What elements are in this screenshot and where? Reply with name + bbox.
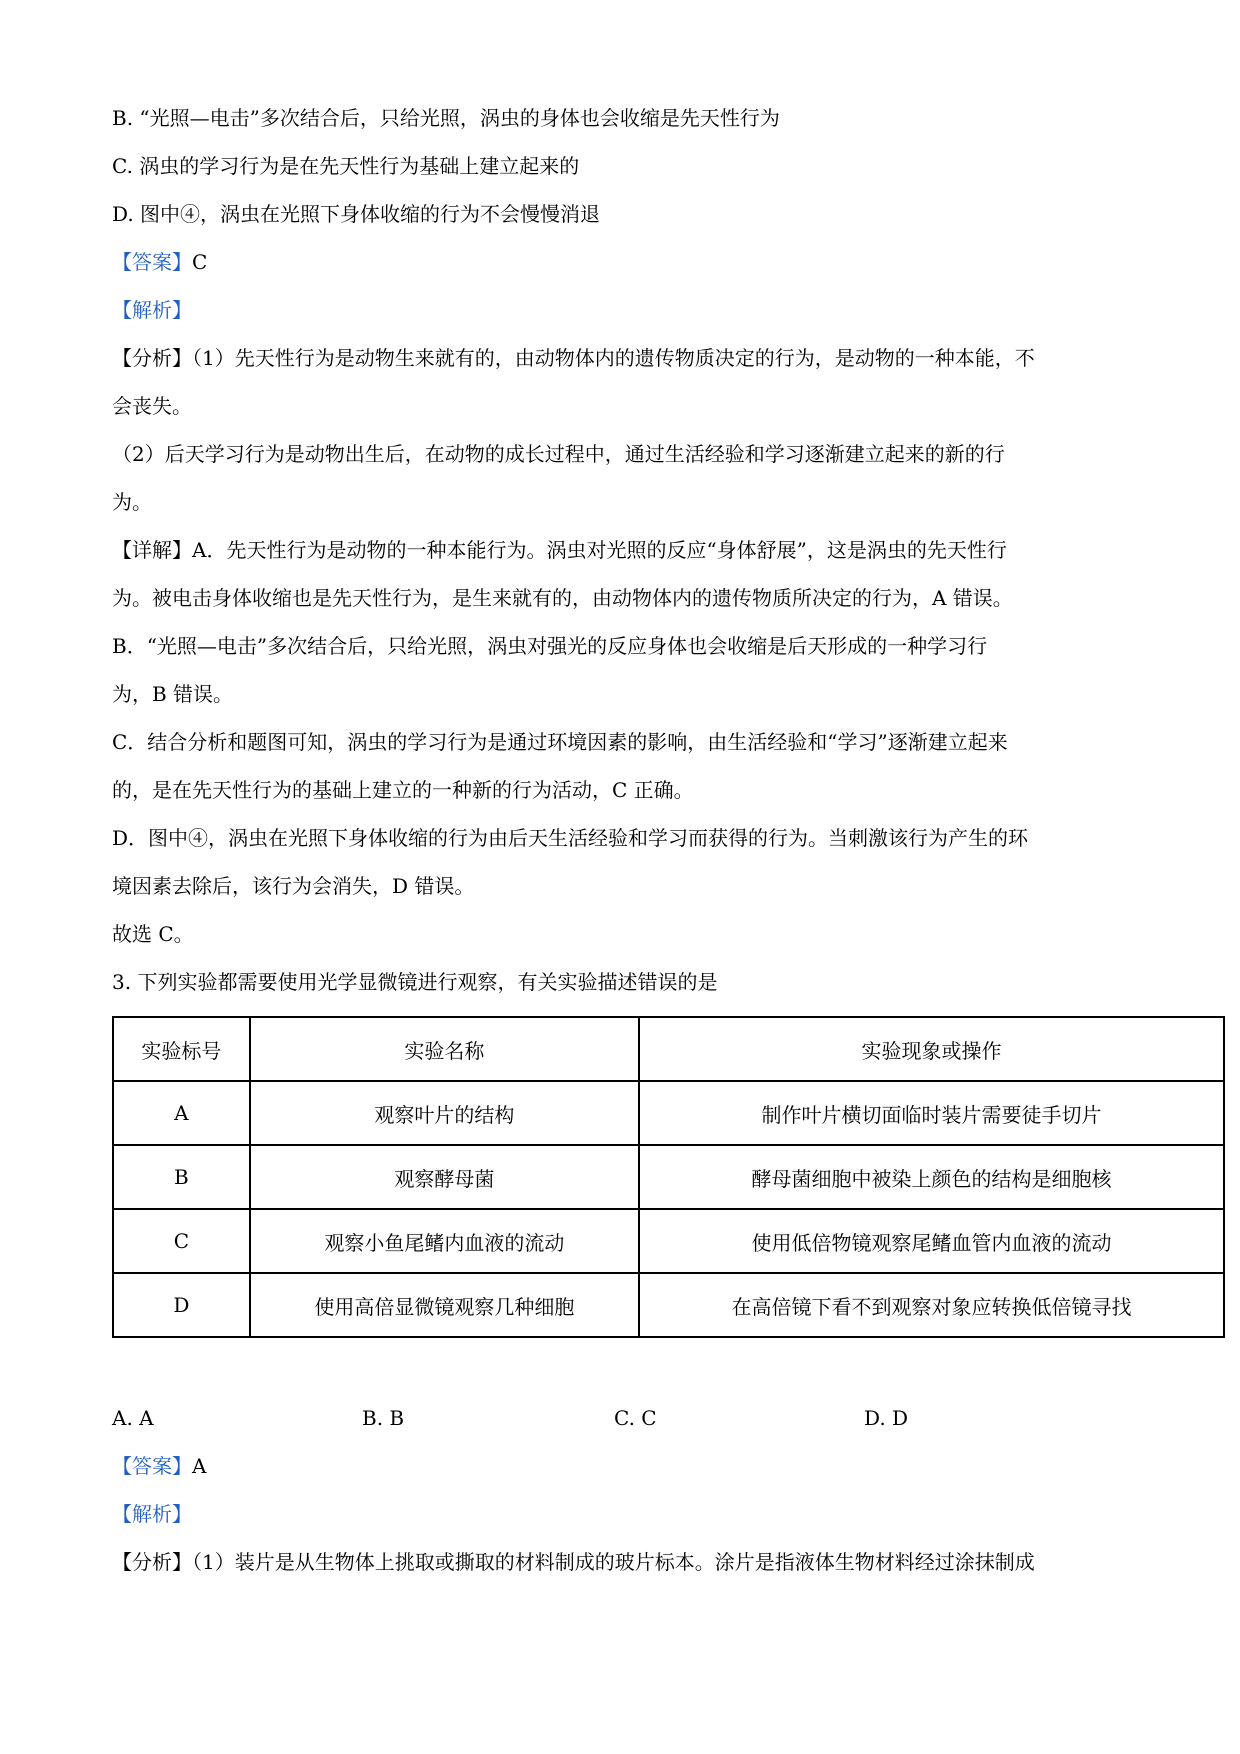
table-cell: 制作叶片横切面临时装片需要徒手切片 bbox=[639, 1081, 1224, 1145]
q2-xiangjie-d-2: 境因素去除后，该行为会消失，D 错误。 bbox=[112, 874, 475, 898]
q2-xiangjie-c-2: 的，是在先天性行为的基础上建立的一种新的行为活动，C 正确。 bbox=[112, 778, 694, 802]
table-row bbox=[113, 1081, 1224, 1145]
table-row bbox=[113, 1273, 1224, 1337]
choice-b: B. B bbox=[362, 1406, 405, 1430]
q2-option-b: B. “光照—电击”多次结合后，只给光照，涡虫的身体也会收缩是先天性行为 bbox=[112, 106, 780, 130]
q2-fenxi-line-4: 为。 bbox=[112, 490, 152, 514]
table-cell: 观察叶片的结构 bbox=[250, 1081, 639, 1145]
q2-xiangjie-a-1: 【详解】A．先天性行为是动物的一种本能行为。涡虫对光照的反应“身体舒展”，这是涡虫的先天性行 bbox=[112, 538, 1007, 562]
fenxi-tag: 【分析】 bbox=[112, 1550, 192, 1574]
fenxi-tag: 【分析】 bbox=[112, 346, 192, 370]
table-cell: 使用低倍物镜观察尾鳍血管内血液的流动 bbox=[639, 1209, 1224, 1273]
q2-fenxi-line-3: （2）后天学习行为是动物出生后，在动物的成长过程中，通过生活经验和学习逐渐建立起来的新的行 bbox=[112, 442, 1005, 466]
fenxi-text: （1）装片是从生物体上挑取或撕取的材料制成的玻片标本。涂片是指液体生物材料经过涂抹制成 bbox=[192, 1550, 1035, 1574]
q3-fenxi-line-1 bbox=[112, 1548, 1035, 1576]
q2-conclusion: 故选 C。 bbox=[112, 922, 194, 946]
answer-value: A bbox=[192, 1454, 207, 1478]
table-row bbox=[113, 1145, 1224, 1209]
table-cell: 观察小鱼尾鳍内血液的流动 bbox=[250, 1209, 639, 1273]
q2-xiangjie-d-1: D．图中④，涡虫在光照下身体收缩的行为由后天生活经验和学习而获得的行为。当刺激该行为产生的环 bbox=[112, 826, 1029, 850]
experiment-table bbox=[112, 1016, 1225, 1338]
q2-fenxi-line-2: 会丧失。 bbox=[112, 394, 192, 418]
choice-c: C. C bbox=[614, 1406, 657, 1430]
analysis-tag: 【解析】 bbox=[112, 1502, 192, 1526]
table-header: 实验名称 bbox=[250, 1017, 639, 1081]
q3-stem: 3. 下列实验都需要使用光学显微镜进行观察，有关实验描述错误的是 bbox=[112, 970, 718, 994]
q2-xiangjie-a-2: 为。被电击身体收缩也是先天性行为，是生来就有的，由动物体内的遗传物质所决定的行为，A 错误。 bbox=[112, 586, 1013, 610]
answer-tag: 【答案】 bbox=[112, 250, 192, 274]
q2-xiangjie-b-2: 为，B 错误。 bbox=[112, 682, 234, 706]
choice-a: A. A bbox=[112, 1406, 154, 1430]
table-cell: D bbox=[113, 1273, 250, 1337]
q3-answer-line bbox=[112, 1452, 206, 1480]
q2-option-c: C. 涡虫的学习行为是在先天性行为基础上建立起来的 bbox=[112, 154, 580, 178]
q2-fenxi-line-1 bbox=[112, 344, 1035, 372]
table-cell: 酵母菌细胞中被染上颜色的结构是细胞核 bbox=[639, 1145, 1224, 1209]
choice-d: D. D bbox=[864, 1406, 909, 1430]
table-cell: 在高倍镜下看不到观察对象应转换低倍镜寻找 bbox=[639, 1273, 1224, 1337]
table-cell: 观察酵母菌 bbox=[250, 1145, 639, 1209]
table-cell: A bbox=[113, 1081, 250, 1145]
q2-option-d: D. 图中④，涡虫在光照下身体收缩的行为不会慢慢消退 bbox=[112, 202, 601, 226]
analysis-tag: 【解析】 bbox=[112, 298, 192, 322]
table-cell: B bbox=[113, 1145, 250, 1209]
table-header: 实验标号 bbox=[113, 1017, 250, 1081]
table-header-row bbox=[113, 1017, 1224, 1081]
table-row bbox=[113, 1209, 1224, 1273]
answer-tag: 【答案】 bbox=[112, 1454, 192, 1478]
table-cell: C bbox=[113, 1209, 250, 1273]
fenxi-text: （1）先天性行为是动物生来就有的，由动物体内的遗传物质决定的行为，是动物的一种本能，不 bbox=[192, 346, 1035, 370]
table-cell: 使用高倍显微镜观察几种细胞 bbox=[250, 1273, 639, 1337]
q2-answer-line bbox=[112, 248, 207, 276]
table-header: 实验现象或操作 bbox=[639, 1017, 1224, 1081]
answer-value: C bbox=[192, 250, 208, 274]
q2-xiangjie-c-1: C．结合分析和题图可知，涡虫的学习行为是通过环境因素的影响，由生活经验和“学习”逐渐建立起来 bbox=[112, 730, 1008, 754]
q2-xiangjie-b-1: B．“光照—电击”多次结合后，只给光照，涡虫对强光的反应身体也会收缩是后天形成的一种学习行 bbox=[112, 634, 988, 658]
